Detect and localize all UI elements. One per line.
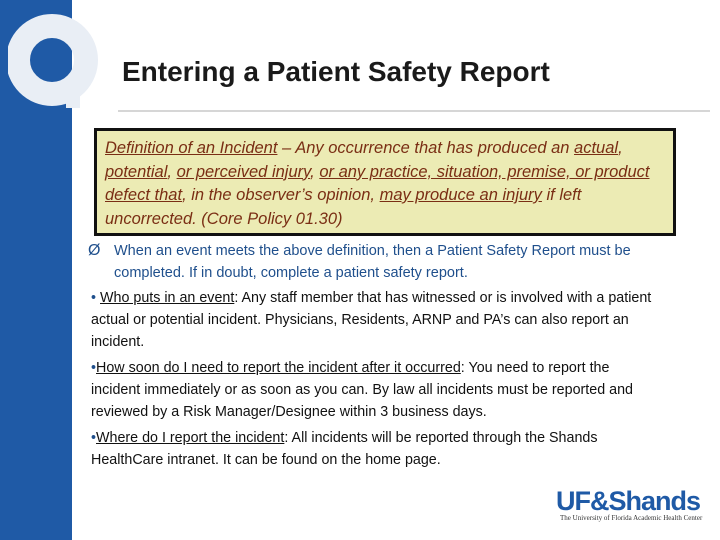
definition-may: may produce an injury bbox=[379, 186, 542, 204]
bullet-body: : Any staff member that has witnessed or is involved with a patient actual or potential incident. Physicians, Residents, ARNP and PA’s can also report an incident. bbox=[91, 290, 652, 350]
bullet-icon: • bbox=[91, 430, 97, 446]
definition-box: Definition of an Incident – Any occurrence that has produced an actual, potential, or perceived injury, or any practice, situation, premise, or product defect that, in the observer’s opinion, may produce an injury if left uncorrected. (Core Policy 01.30) bbox=[94, 128, 676, 236]
bullet-item-how-soon bbox=[91, 357, 661, 423]
bullet-body: : All incidents will be reported through the Shands HealthCare intranet. It can be found on the home page. bbox=[91, 430, 598, 468]
q-logo-icon bbox=[8, 2, 128, 122]
bullet-body: : You need to report the incident immediately or as soon as you can. By law all incidents must be reported and reviewed by a Risk Manager/Designee within 3 business days. bbox=[91, 360, 633, 420]
uf-shands-logo bbox=[556, 486, 704, 526]
definition-practice: or any practice, situation, premise, or product defect that bbox=[105, 162, 650, 204]
page-title: Entering a Patient Safety Report bbox=[122, 56, 550, 87]
definition-perceived: or perceived injury bbox=[176, 162, 311, 181]
arrow-bullet-text: When an event meets the above definition, then a Patient Safety Report must be completed. If in doubt, complete a patient safety report. bbox=[114, 243, 631, 281]
logo-wordmark: UF&Shands bbox=[556, 486, 701, 516]
bullet-heading: Where do I report the incident bbox=[96, 430, 285, 446]
arrow-bullet-item bbox=[88, 240, 688, 284]
bullet-icon: • bbox=[91, 360, 97, 376]
definition-label: Definition of an Incident bbox=[105, 139, 278, 157]
title-divider bbox=[118, 110, 710, 112]
bullet-item-where bbox=[91, 427, 661, 471]
bullet-heading: Who puts in an event bbox=[100, 290, 235, 306]
bullet-list bbox=[91, 287, 661, 475]
bullet-heading: How soon do I need to report the incident after it occurred bbox=[96, 360, 461, 376]
logo-tagline: The University of Florida Academic Health Center bbox=[560, 514, 703, 522]
arrow-bullet-icon: Ø bbox=[88, 242, 101, 259]
definition-potential: potential bbox=[105, 162, 168, 181]
definition-actual: actual bbox=[574, 139, 619, 157]
bullet-item-who bbox=[91, 287, 661, 353]
bullet-icon: • bbox=[91, 290, 97, 306]
